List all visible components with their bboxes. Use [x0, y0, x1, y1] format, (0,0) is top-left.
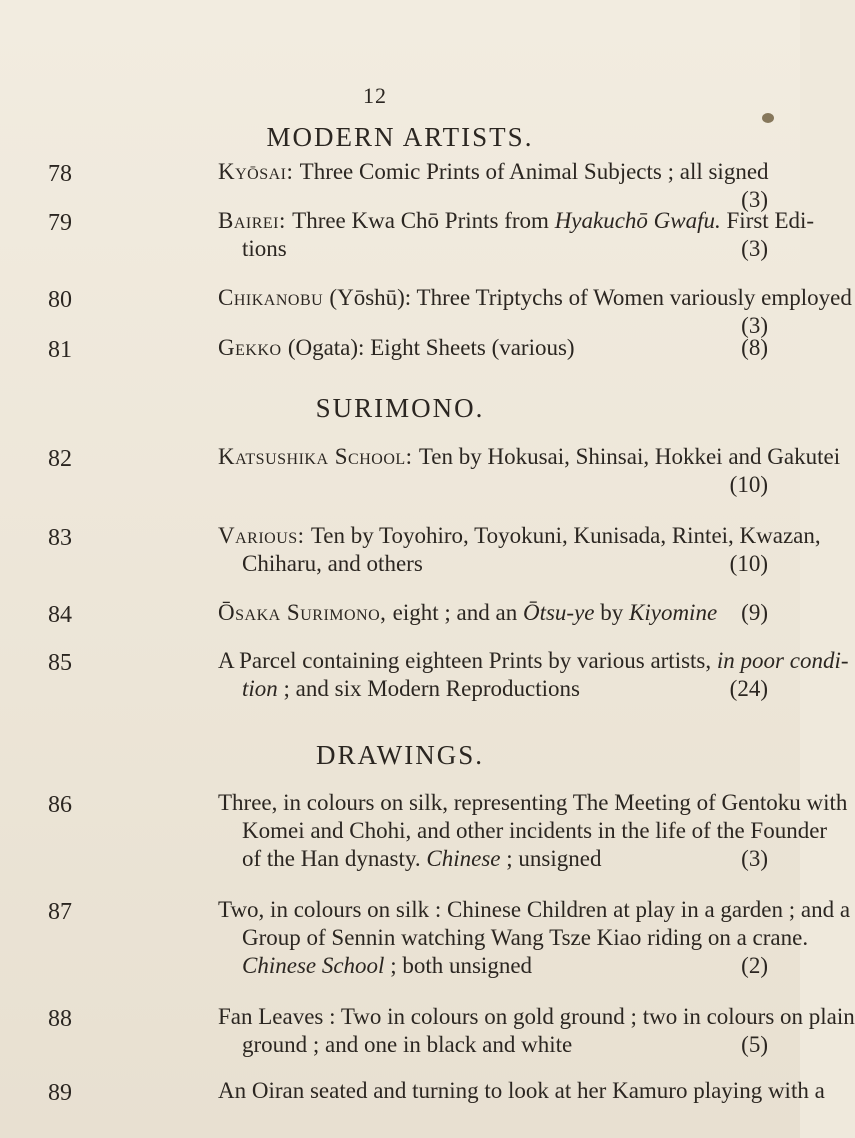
- quantity: (3): [741, 236, 768, 261]
- quantity: (3): [741, 313, 768, 338]
- lot-number: 85: [48, 650, 72, 676]
- artist-name: Various:: [218, 523, 311, 548]
- book-title: Hyakuchō Gwafu.: [554, 208, 721, 233]
- section-heading-drawings: DRAWINGS.: [315, 740, 485, 770]
- quantity: (9): [741, 600, 768, 625]
- quantity: (24): [729, 676, 768, 701]
- lot-number: 80: [48, 287, 72, 313]
- lot-number: 83: [48, 525, 72, 551]
- lot-number: 84: [48, 602, 72, 628]
- lot-number: 78: [48, 161, 72, 187]
- lot-number: 86: [48, 792, 72, 818]
- description-text: A Parcel containing eighteen Prints by various artists,: [218, 648, 717, 673]
- artist-name: Katsushika School:: [218, 444, 419, 469]
- description-text: ; both unsigned: [384, 953, 533, 978]
- description-text: eight ; and an: [392, 600, 523, 625]
- description-text: tions: [242, 236, 287, 261]
- lot-description: [218, 789, 848, 873]
- quantity: (3): [741, 187, 768, 212]
- school-attribution: Chinese School: [242, 953, 385, 978]
- description-text: Ten by Toyohiro, Toyokuni, Kunisada, Rintei, Kwazan,: [310, 523, 821, 548]
- lot-description: [218, 1077, 825, 1105]
- description-text: Komei and Chohi, and other incidents in the life of the Founder: [242, 818, 828, 843]
- lot-description: [218, 522, 821, 578]
- artist-name: Chikanobu: [218, 285, 330, 310]
- description-text: Three Kwa Chō Prints from: [292, 208, 555, 233]
- lot-description: [218, 207, 815, 263]
- lot-description: [218, 443, 841, 499]
- school-attribution: Chinese: [426, 846, 501, 871]
- lot-number: 88: [48, 1006, 72, 1032]
- print-type: Ōtsu-ye: [522, 600, 595, 625]
- artist-name: Kyōsai:: [218, 159, 300, 184]
- artist-name: Gekko: [218, 335, 288, 360]
- description-text: ; unsigned: [500, 846, 602, 871]
- lot-number: 82: [48, 446, 72, 472]
- lot-description: [218, 896, 851, 980]
- description-text: Three, in colours on silk, representing The Meeting of Gentoku with: [218, 790, 848, 815]
- condition-note: tion: [242, 676, 278, 701]
- description-text: ground ; and one in black and white: [242, 1032, 573, 1057]
- description-text: Fan Leaves : Two in colours on gold ground ; two in colours on plain: [218, 1004, 855, 1029]
- artist-signature: Kiyomine: [629, 600, 718, 625]
- lot-description: [218, 284, 852, 340]
- description-text: Two, in colours on silk : Chinese Children at play in a garden ; and a: [218, 897, 851, 922]
- section-heading-surimono: SURIMONO.: [315, 393, 485, 423]
- description-text: Group of Sennin watching Wang Tsze Kiao riding on a crane.: [242, 925, 809, 950]
- lot-number: 89: [48, 1080, 72, 1106]
- artist-name: Bairei:: [218, 208, 293, 233]
- lot-number: 81: [48, 337, 72, 363]
- quantity: (3): [741, 846, 768, 871]
- quantity: (10): [729, 472, 768, 497]
- description-text: Chiharu, and others: [242, 551, 423, 576]
- description-text: (Yōshū): Three Triptychs of Women variously employed: [329, 285, 852, 310]
- page-number: 12: [363, 83, 387, 108]
- ink-mark: [762, 113, 774, 123]
- lot-description: [218, 334, 768, 362]
- lot-number: 79: [48, 210, 72, 236]
- lot-description: [218, 599, 768, 627]
- description-text: of the Han dynasty.: [242, 846, 427, 871]
- lot-description: [218, 1003, 855, 1059]
- lot-description: [218, 158, 768, 214]
- lot-number: 87: [48, 899, 72, 925]
- quantity: (2): [741, 953, 768, 978]
- description-text: by: [594, 600, 629, 625]
- description-text: Ten by Hokusai, Shinsai, Hokkei and Gakutei: [418, 444, 841, 469]
- quantity: (10): [729, 551, 768, 576]
- quantity: (8): [741, 335, 768, 360]
- lot-description: [218, 647, 849, 703]
- description-text: ; and six Modern Reproductions: [277, 676, 580, 701]
- quantity: (5): [741, 1032, 768, 1057]
- description-text: Three Comic Prints of Animal Subjects ; all signed: [299, 159, 769, 184]
- description-text: An Oiran seated and turning to look at her Kamuro playing with a: [218, 1078, 825, 1103]
- description-text: (Ogata): Eight Sheets (various): [287, 335, 575, 360]
- condition-note: in poor condi-: [716, 648, 849, 673]
- artist-name: Ōsaka Surimono,: [218, 600, 393, 625]
- description-text: First Edi-: [720, 208, 815, 233]
- section-heading-modern-artists: MODERN ARTISTS.: [266, 122, 534, 152]
